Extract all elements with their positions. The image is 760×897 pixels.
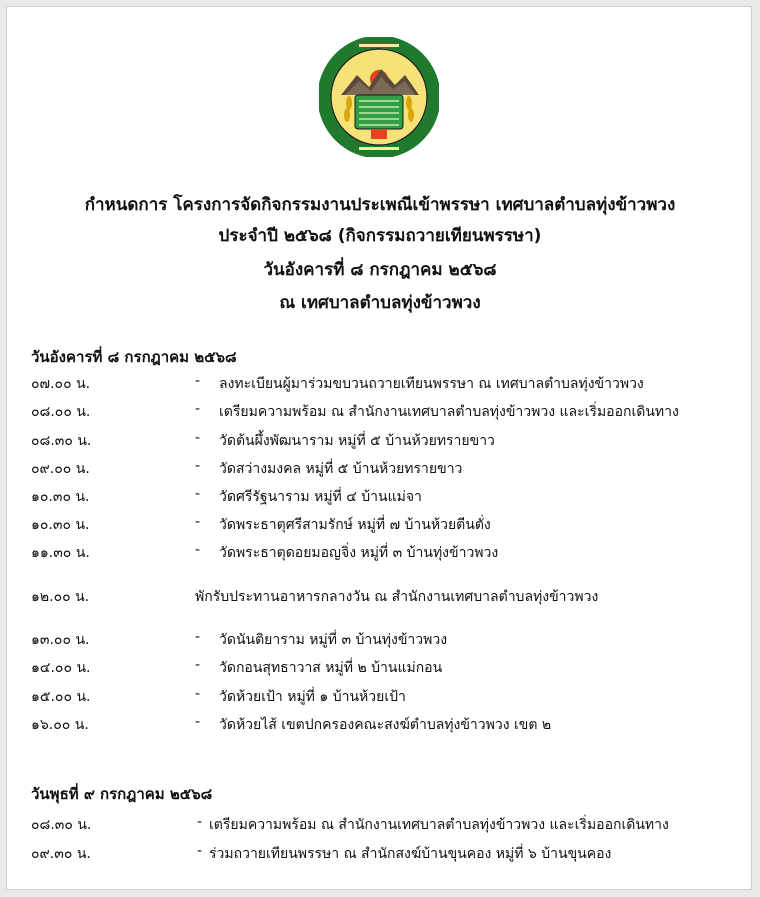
schedule-row: [7, 373, 753, 397]
schedule-row: [7, 486, 753, 510]
schedule-activity: เตรียมความพร้อม ณ สำนักงานเทศบาลตำบลทุ่งข้าวพวง และเริ่มออกเดินทาง: [209, 817, 669, 833]
title-line-1: กำหนดการ โครงการจัดกิจกรรมงานประเพณีเข้าพรรษา เทศบาลตำบลทุ่งข้าวพวง: [84, 195, 676, 215]
schedule-time: ๑๖.๐๐ น.: [31, 717, 89, 733]
schedule-time: ๐๘.๓๐ น.: [31, 817, 92, 833]
schedule-time: ๐๙.๓๐ น.: [31, 846, 91, 862]
schedule-activity: วัดพระธาตุดอยมอญจิ่ง หมู่ที่ ๓ บ้านทุ่งข้าวพวง: [219, 545, 499, 561]
schedule-dash: -: [195, 542, 201, 558]
schedule-time: ๐๘.๓๐ น.: [31, 433, 92, 449]
schedule-activity: วัดนันติยาราม หมู่ที่ ๓ บ้านทุ่งข้าวพวง: [219, 632, 448, 648]
schedule-time: ๑๐.๓๐ น.: [31, 489, 90, 505]
schedule-activity: วัดห้วยไส้ เขตปกครองคณะสงฆ์ตำบลทุ่งข้าวพวง เขต ๒: [219, 717, 552, 733]
schedule-activity: วัดสว่างมงคล หมู่ที่ ๕ บ้านห้วยทรายขาว: [219, 461, 463, 477]
schedule-row: [7, 629, 753, 653]
schedule-time: ๑๓.๐๐ น.: [31, 632, 90, 648]
schedule-activity: เตรียมความพร้อม ณ สำนักงานเทศบาลตำบลทุ่งข้าวพวง และเริ่มออกเดินทาง: [219, 404, 679, 420]
schedule-dash: -: [195, 514, 201, 530]
schedule-time: ๑๕.๐๐ น.: [31, 689, 91, 705]
schedule-activity: ลงทะเบียนผู้มาร่วมขบวนถวายเทียนพรรษา ณ เทศบาลตำบลทุ่งข้าวพวง: [219, 376, 644, 392]
schedule-activity: ร่วมถวายเทียนพรรษา ณ สำนักสงฆ์บ้านขุนคอง หมู่ที่ ๖ บ้านขุนคอง: [209, 846, 612, 862]
title-line-3: วันอังคารที่ ๘ กรกฎาคม ๒๕๖๘: [263, 260, 497, 280]
schedule-dash: -: [195, 686, 201, 702]
schedule-time: ๐๙.๐๐ น.: [31, 461, 90, 477]
schedule-row: [7, 686, 753, 710]
schedule-row: [7, 401, 753, 425]
schedule-time: ๐๗.๐๐ น.: [31, 376, 91, 392]
schedule-time: ๑๑.๓๐ น.: [31, 545, 90, 561]
schedule-row: [7, 714, 753, 738]
schedule-dash: -: [195, 629, 201, 645]
schedule-time: ๑๐.๓๐ น.: [31, 517, 90, 533]
schedule-dash: -: [195, 430, 201, 446]
day2-heading: วันพุธที่ ๙ กรกฎาคม ๒๕๖๘: [31, 785, 213, 803]
schedule-time: ๐๘.๐๐ น.: [31, 404, 91, 420]
schedule-row: [7, 430, 753, 454]
schedule-activity: วัดศรีรัฐนาราม หมู่ที่ ๔ บ้านแม่จา: [219, 489, 422, 505]
schedule-row: [7, 814, 753, 838]
municipality-seal-logo: [319, 37, 439, 157]
title-line-4: ณ เทศบาลตำบลทุ่งข้าวพวง: [279, 293, 481, 313]
seal-graphic: [319, 37, 439, 157]
title-line-2: ประจำปี ๒๕๖๘ (กิจกรรมถวายเทียนพรรษา): [218, 226, 542, 246]
schedule-row: [7, 514, 753, 538]
schedule-row: [7, 657, 753, 681]
document-page: [6, 6, 752, 890]
schedule-dash: -: [195, 657, 201, 673]
schedule-time: ๑๒.๐๐ น.: [31, 589, 90, 605]
schedule-row: [7, 843, 753, 867]
schedule-dash: -: [195, 458, 201, 474]
schedule-dash: -: [195, 373, 201, 389]
schedule-row-lunch: [7, 586, 753, 610]
schedule-activity: วัดพระธาตุศรีสามรักษ์ หมู่ที่ ๗ บ้านห้วยตีนตั่ง: [219, 517, 491, 533]
schedule-dash: -: [195, 486, 201, 502]
schedule-activity: วัดกอนสุทธาวาส หมู่ที่ ๒ บ้านแม่กอน: [219, 660, 443, 676]
schedule-activity: วัดห้วยเป้า หมู่ที่ ๑ บ้านห้วยเป้า: [219, 689, 406, 705]
schedule-row: [7, 542, 753, 566]
schedule-time: ๑๔.๐๐ น.: [31, 660, 91, 676]
schedule-activity: พักรับประทานอาหารกลางวัน ณ สำนักงานเทศบาลตำบลทุ่งข้าวพวง: [195, 589, 599, 605]
day1-heading: วันอังคารที่ ๘ กรกฎาคม ๒๕๖๘: [31, 348, 237, 366]
schedule-dash: -: [197, 843, 203, 859]
schedule-row: [7, 458, 753, 482]
schedule-dash: -: [195, 714, 201, 730]
schedule-dash: -: [197, 814, 203, 830]
schedule-activity: วัดต้นผึ้งพัฒนาราม หมู่ที่ ๕ บ้านห้วยทรายขาว: [219, 433, 495, 449]
schedule-dash: -: [195, 401, 201, 417]
